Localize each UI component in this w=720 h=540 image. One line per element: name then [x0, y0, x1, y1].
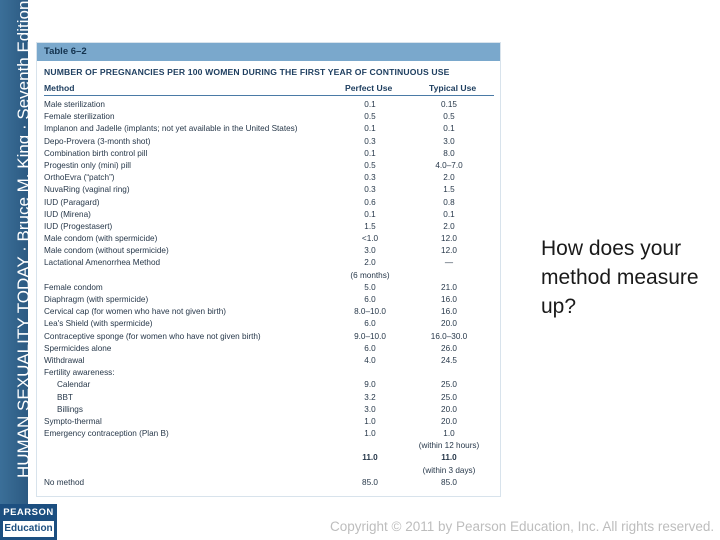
typical-use-cell: 26.0: [441, 343, 457, 353]
table-row: [37, 245, 500, 257]
publisher-name: PEARSON: [3, 507, 54, 518]
table-row: [37, 136, 500, 148]
typical-use-cell: 3.0: [443, 136, 455, 146]
method-cell: Male sterilization: [44, 100, 105, 109]
typical-use-cell: 1.0: [443, 429, 455, 439]
typical-use-cell: 16.0–30.0: [430, 331, 468, 341]
table-row: [37, 343, 500, 355]
typical-use-cell: 85.0: [441, 477, 457, 487]
perfect-use-cell: 5.0: [364, 282, 376, 292]
typical-use-cell: 8.0: [443, 148, 455, 158]
typical-use-cell: 16.0: [441, 307, 457, 317]
method-cell: Spermicides alone: [44, 343, 112, 353]
perfect-use-cell: (6 months): [350, 270, 390, 280]
table-row: [37, 416, 500, 428]
perfect-use-cell: 3.2: [364, 392, 376, 402]
typical-use-cell: 20.0: [441, 404, 457, 414]
method-cell: Lactational Amenorrhea Method: [44, 258, 161, 268]
typical-use-cell: 20.0: [441, 416, 457, 426]
table-row: [37, 465, 500, 477]
perfect-use-cell: 0.1: [364, 209, 376, 219]
table-row: [37, 123, 500, 135]
perfect-use-cell: 9.0–10.0: [354, 331, 386, 341]
method-cell: Calendar: [57, 380, 91, 390]
table-row: [37, 257, 500, 269]
table-label: Table 6–2: [44, 46, 87, 57]
typical-use-cell: 1.5: [443, 185, 455, 195]
perfect-use-cell: 4.0: [364, 355, 376, 365]
table-row: [37, 209, 500, 221]
perfect-use-cell: 85.0: [362, 477, 378, 487]
typical-use-cell: 12.0: [441, 246, 457, 256]
method-cell: Sympto-thermal: [44, 416, 102, 426]
table-row: [37, 221, 500, 233]
method-cell: Implanon and Jadelle (implants; not yet available in the United States): [44, 124, 298, 134]
typical-use-cell: 25.0: [441, 380, 457, 390]
book-title: HUMAN SEXUALITY TODAY · Bruce M. King · Seventh Edition: [14, 0, 33, 478]
method-cell: Fertility awareness:: [44, 368, 115, 378]
method-cell: Emergency contraception (Plan B): [44, 429, 169, 439]
method-cell: Withdrawal: [44, 355, 85, 365]
table-row: [37, 452, 500, 464]
method-cell: Male condom (without spermicide): [44, 246, 169, 256]
table-row: [37, 392, 500, 404]
typical-use-cell: 4.0–7.0: [435, 160, 463, 170]
perfect-use-cell: 0.1: [364, 100, 376, 109]
method-cell: NuvaRing (vaginal ring): [44, 185, 130, 195]
table-row: [37, 306, 500, 318]
perfect-use-cell: 0.3: [364, 136, 376, 146]
table-row: [37, 99, 500, 111]
method-cell: Combination birth control pill: [44, 148, 148, 158]
table-row: [37, 367, 500, 379]
table-title: NUMBER OF PREGNANCIES PER 100 WOMEN DURING THE FIRST YEAR OF CONTINUOUS USE: [44, 67, 450, 77]
effectiveness-table: [36, 42, 501, 497]
typical-use-cell: 0.5: [443, 112, 455, 122]
method-cell: OrthoEvra (“patch”): [44, 173, 115, 183]
method-cell: Cervical cap (for women who have not given birth): [44, 307, 227, 317]
method-cell: Progestin only (mini) pill: [44, 160, 131, 170]
perfect-use-cell: 3.0: [364, 404, 376, 414]
perfect-use-cell: 8.0–10.0: [354, 307, 386, 317]
publisher-subname: Education: [3, 521, 54, 537]
method-cell: Contraceptive sponge (for women who have not given birth): [44, 331, 261, 341]
method-cell: IUD (Paragard): [44, 197, 100, 207]
table-row: [37, 294, 500, 306]
typical-use-cell: (within 3 days): [422, 465, 476, 475]
typical-use-cell: 21.0: [441, 282, 457, 292]
table-row: [37, 355, 500, 367]
publisher-logo: [0, 504, 57, 540]
column-header-method: Method: [44, 83, 75, 93]
table-row: [37, 160, 500, 172]
typical-use-cell: 20.0: [441, 319, 457, 329]
method-cell: No method: [44, 477, 85, 487]
perfect-use-cell: 2.0: [364, 258, 376, 268]
column-header-perfect: Perfect Use: [345, 83, 393, 93]
typical-use-cell: 0.1: [443, 209, 455, 219]
table-row: [37, 428, 500, 440]
method-cell: Female condom: [44, 282, 103, 292]
table-row: [37, 270, 500, 282]
perfect-use-cell: 6.0: [364, 343, 376, 353]
perfect-use-cell: 0.6: [364, 197, 376, 207]
perfect-use-cell: 0.1: [364, 148, 376, 158]
table-row: [37, 331, 500, 343]
perfect-use-cell: 6.0: [364, 295, 376, 304]
perfect-use-cell: 0.1: [364, 124, 376, 134]
table-row: [37, 172, 500, 184]
typical-use-cell: 25.0: [441, 392, 457, 402]
table-row: [37, 477, 500, 489]
perfect-use-cell: 0.3: [364, 173, 376, 183]
typical-use-cell: 0.1: [443, 124, 455, 134]
typical-use-cell: —: [444, 258, 454, 268]
typical-use-cell: 2.0: [443, 221, 455, 231]
table-row: [37, 148, 500, 160]
perfect-use-cell: 11.0: [362, 453, 378, 463]
method-cell: Diaphragm (with spermicide): [44, 295, 149, 304]
method-cell: Lea's Shield (with spermicide): [44, 319, 153, 329]
perfect-use-cell: 3.0: [364, 246, 376, 256]
typical-use-cell: 0.15: [441, 100, 457, 109]
perfect-use-cell: 0.3: [364, 185, 376, 195]
typical-use-cell: 12.0: [441, 234, 457, 244]
question-text: How does your method measure up?: [541, 237, 699, 318]
perfect-use-cell: 1.0: [364, 429, 376, 439]
typical-use-cell: 2.0: [443, 173, 455, 183]
table-header-bar: [37, 43, 500, 61]
method-cell: IUD (Progestasert): [44, 221, 113, 231]
perfect-use-cell: 1.5: [364, 221, 376, 231]
typical-use-cell: 24.5: [441, 355, 457, 365]
perfect-use-cell: 1.0: [364, 416, 376, 426]
header-divider: [44, 95, 494, 96]
method-cell: Male condom (with spermicide): [44, 234, 158, 244]
perfect-use-cell: 6.0: [364, 319, 376, 329]
copyright-notice: Copyright © 2011 by Pearson Education, Inc. All rights reserved.: [330, 519, 715, 534]
typical-use-cell: (within 12 hours): [418, 441, 480, 451]
table-row: [37, 318, 500, 330]
perfect-use-cell: 9.0: [364, 380, 376, 390]
table-row: [37, 440, 500, 452]
table-body: [37, 99, 500, 489]
column-header-typical: Typical Use: [429, 83, 477, 93]
table-row: [37, 233, 500, 245]
method-cell: Depo-Provera (3-month shot): [44, 136, 151, 146]
perfect-use-cell: <1.0: [361, 234, 379, 244]
typical-use-cell: 11.0: [441, 453, 457, 463]
table-row: [37, 282, 500, 294]
table-row: [37, 197, 500, 209]
perfect-use-cell: 0.5: [364, 112, 376, 122]
table-row: [37, 404, 500, 416]
typical-use-cell: 16.0: [441, 295, 457, 304]
method-cell: Female sterilization: [44, 112, 115, 122]
perfect-use-cell: 0.5: [364, 160, 376, 170]
method-cell: BBT: [57, 392, 73, 402]
table-row: [37, 379, 500, 391]
table-row: [37, 184, 500, 196]
table-row: [37, 111, 500, 123]
method-cell: IUD (Mirena): [44, 209, 91, 219]
method-cell: Billings: [57, 404, 83, 414]
typical-use-cell: 0.8: [443, 197, 455, 207]
